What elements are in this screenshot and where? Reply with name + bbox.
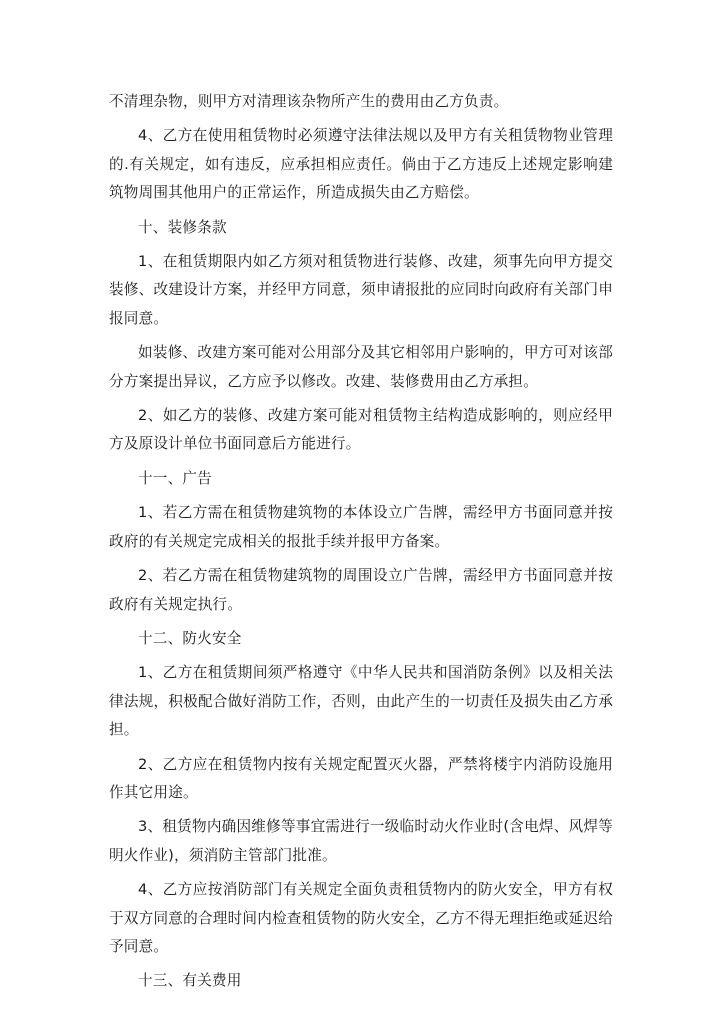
paragraph-clause-12-3: 3、租赁物内确因维修等事宜需进行一级临时动火作业时(含电焊、风焊等明火作业)，须消防主管部门批准。 [109,818,613,864]
section-heading-10: 十、装修条款 [138,218,227,236]
section-heading-12: 十二、防火安全 [138,629,242,647]
paragraph-clause-12-1: 1、乙方在租赁期间须严格遵守《中华人民共和国消防条例》以及相关法律法规，积极配合做好消防工作，否则，由此产生的一切责任及损失由乙方承担。 [109,664,613,739]
paragraph-clause-12-4: 4、乙方应按消防部门有关规定全面负责租赁物内的防火安全，甲方有权于双方同意的合理时间内检查租赁物的防火安全，乙方不得无理拒绝或延迟给予同意。 [109,881,613,955]
paragraph-clause-11-1: 1、若乙方需在租赁物建筑物的本体设立广告牌，需经甲方书面同意并按政府的有关规定完成相关的报批手续并报甲方备案。 [109,504,613,550]
section-heading-13: 十三、有关费用 [138,972,242,990]
paragraph-clause-12-2: 2、乙方应在租赁物内按有关规定配置灭火器，严禁将楼宇内消防设施用作其它用途。 [109,755,613,801]
paragraph-clause-10-1: 1、在租赁期限内如乙方须对租赁物进行装修、改建，须事先向甲方提交装修、改建设计方案，并经甲方同意，须申请报批的应同时向政府有关部门申报同意。 [109,253,613,327]
paragraph-clause-10-2: 2、如乙方的装修、改建方案可能对租赁物主结构造成影响的，则应经甲方及原设计单位书面同意后方能进行。 [109,407,613,453]
document-page [109,88,613,1002]
paragraph-clause-11-2: 2、若乙方需在租赁物建筑物的周围设立广告牌，需经甲方书面同意并按政府有关规定执行。 [109,567,613,613]
section-heading-11: 十一、广告 [138,469,212,487]
paragraph-clause-10-1-supplement: 如装修、改建方案可能对公用部分及其它相邻用户影响的，甲方可对该部分方案提出异议，乙方应予以修改。改建、装修费用由乙方承担。 [109,344,613,390]
paragraph-clause-9-4: 4、乙方在使用租赁物时必须遵守法律法规以及甲方有关租赁物物业管理的.有关规定，如有违反，应承担相应责任。倘由于乙方违反上述规定影响建筑物周围其他用户的正常运作，所造成损失由乙方赔偿。 [109,127,613,202]
paragraph-continuation: 不清理杂物，则甲方对清理该杂物所产生的费用由乙方负责。 [109,93,509,110]
